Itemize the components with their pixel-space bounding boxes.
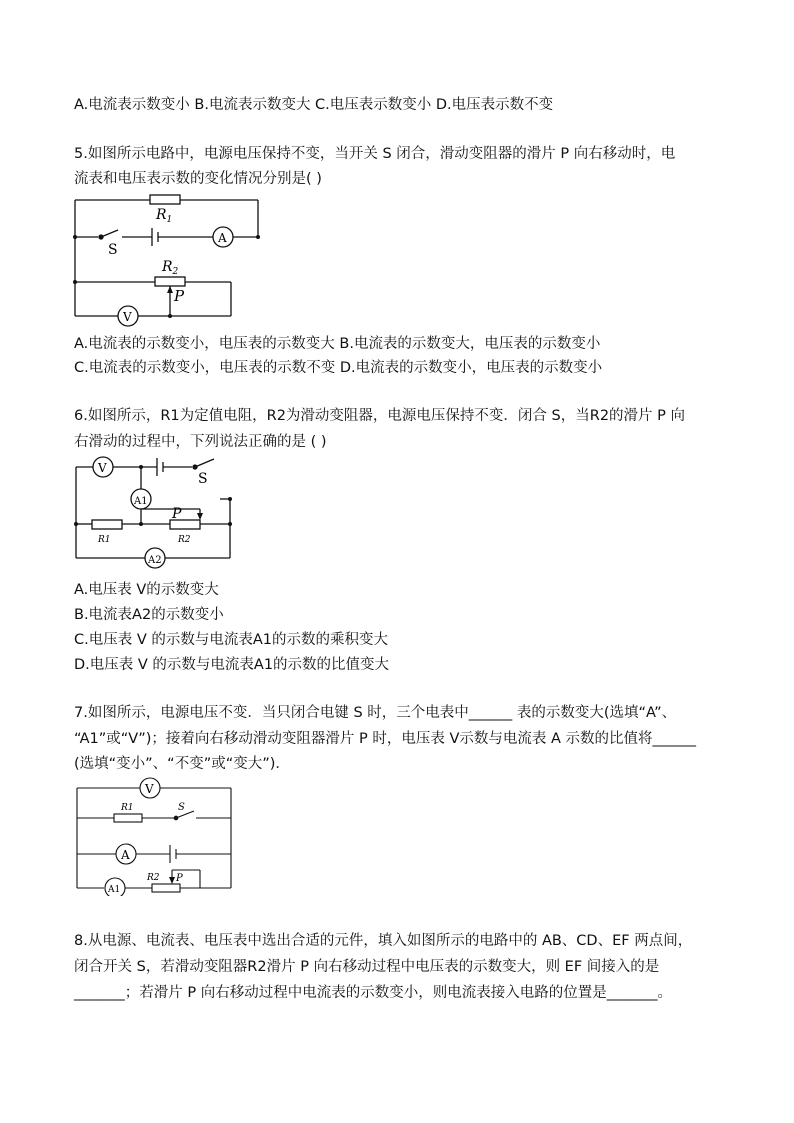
q8-stem-line1: 8.从电源、电流表、电压表中选出合适的元件，填入如图所示的电路中的 AB、CD、EF 两点间， — [74, 933, 693, 949]
q6-circuit-diagram — [70, 453, 240, 571]
q7-circuit-diagram — [72, 774, 242, 896]
q7-a1-label: A1 — [108, 885, 121, 895]
q7-p-label: P — [176, 873, 183, 884]
q6-stem-line1: 6.如图所示，R1为定值电阻，R2为滑动变阻器，电源电压保持不变．闭合 S，当R2的滑片 P 向 — [74, 408, 686, 424]
q6-switch-label: S — [198, 471, 208, 487]
q6-a1-label: A1 — [134, 496, 148, 507]
q8-stem-line3: _______；若滑片 P 向右移动过程中电流表的示数变小，则电流表接入电路的位置是_______。 — [74, 985, 672, 1001]
q7-voltmeter-label: V — [145, 782, 154, 796]
q6-option-b: B.电流表A2的示数变小 — [74, 607, 224, 623]
q5-voltmeter-label: V — [123, 310, 132, 324]
q6-r1-resistor — [92, 520, 122, 529]
q5-r2-label: $R_2$ — [162, 259, 179, 277]
q7-stem-line1: 7.如图所示，电源电压不变．当只闭合电键 S 时，三个电表中______ 表的示数变大(选填“A”、 — [74, 705, 677, 721]
q7-r1-resistor — [114, 814, 142, 822]
q5-switch-label: S — [108, 242, 118, 258]
q5-options-line1: A.电流表的示数变小，电压表的示数变大 B.电流表的示数变大，电压表的示数变小 — [74, 336, 601, 352]
q7-stem-line3: (选填“变小”、“不变”或“变大”)． — [74, 756, 290, 772]
q5-p-label: P — [174, 287, 185, 305]
q5-switch-blade — [101, 230, 118, 237]
q6-stem-line2: 右滑动的过程中，下列说法正确的是 ( ) — [74, 434, 327, 450]
q6-r2-label: R2 — [178, 535, 191, 545]
q6-option-c: C.电压表 V 的示数与电流表A1的示数的乘积变大 — [74, 632, 389, 648]
q5-ammeter-label: A — [218, 231, 227, 245]
q7-r2-resistor — [152, 884, 180, 892]
q6-option-a: A.电压表 V的示数变大 — [74, 582, 219, 598]
q7-stem-line2: “A1”或“V”)；接着向右移动滑动变阻器滑片 P 时，电压表 V示数与电流表 A 示数的比值将______ — [74, 731, 697, 747]
q5-r2-resistor — [155, 277, 185, 286]
q7-r2-label: R2 — [147, 873, 160, 883]
q5-options-line2: C.电流表的示数变小，电压表的示数不变 D.电流表的示数变小，电压表的示数变小 — [74, 360, 603, 376]
q6-p-label: P — [172, 506, 182, 522]
q8-stem-line2: 闭合开关 S，若滑动变阻器R2滑片 P 向右移动过程中电压表的示数变大，则 EF 间接入的是 — [74, 959, 660, 975]
q7-ammeter-label: A — [121, 848, 130, 862]
q4-options: A.电流表示数变小 B.电流表示数变大 C.电压表示数变小 D.电压表示数不变 — [74, 97, 554, 113]
q6-option-d: D.电压表 V 的示数与电流表A1的示数的比值变大 — [74, 657, 390, 673]
q5-stem-line2: 流表和电压表示数的变化情况分别是( ) — [74, 171, 322, 187]
q6-voltmeter-label: V — [98, 461, 107, 475]
q6-switch-blade — [195, 459, 214, 467]
q5-stem-line1: 5.如图所示电路中，电源电压保持不变，当开关 S 闭合，滑动变阻器的滑片 P 向右移动时，电 — [74, 146, 676, 162]
q5-r1-resistor — [150, 195, 180, 204]
q6-a2-label: A2 — [148, 555, 162, 566]
q5-circuit-diagram — [70, 192, 270, 330]
q7-switch-label: S — [178, 802, 185, 813]
q5-r1-label: $R_1$ — [156, 207, 173, 225]
q7-r1-label: R1 — [121, 803, 134, 813]
q6-r1-label: R1 — [98, 535, 111, 545]
